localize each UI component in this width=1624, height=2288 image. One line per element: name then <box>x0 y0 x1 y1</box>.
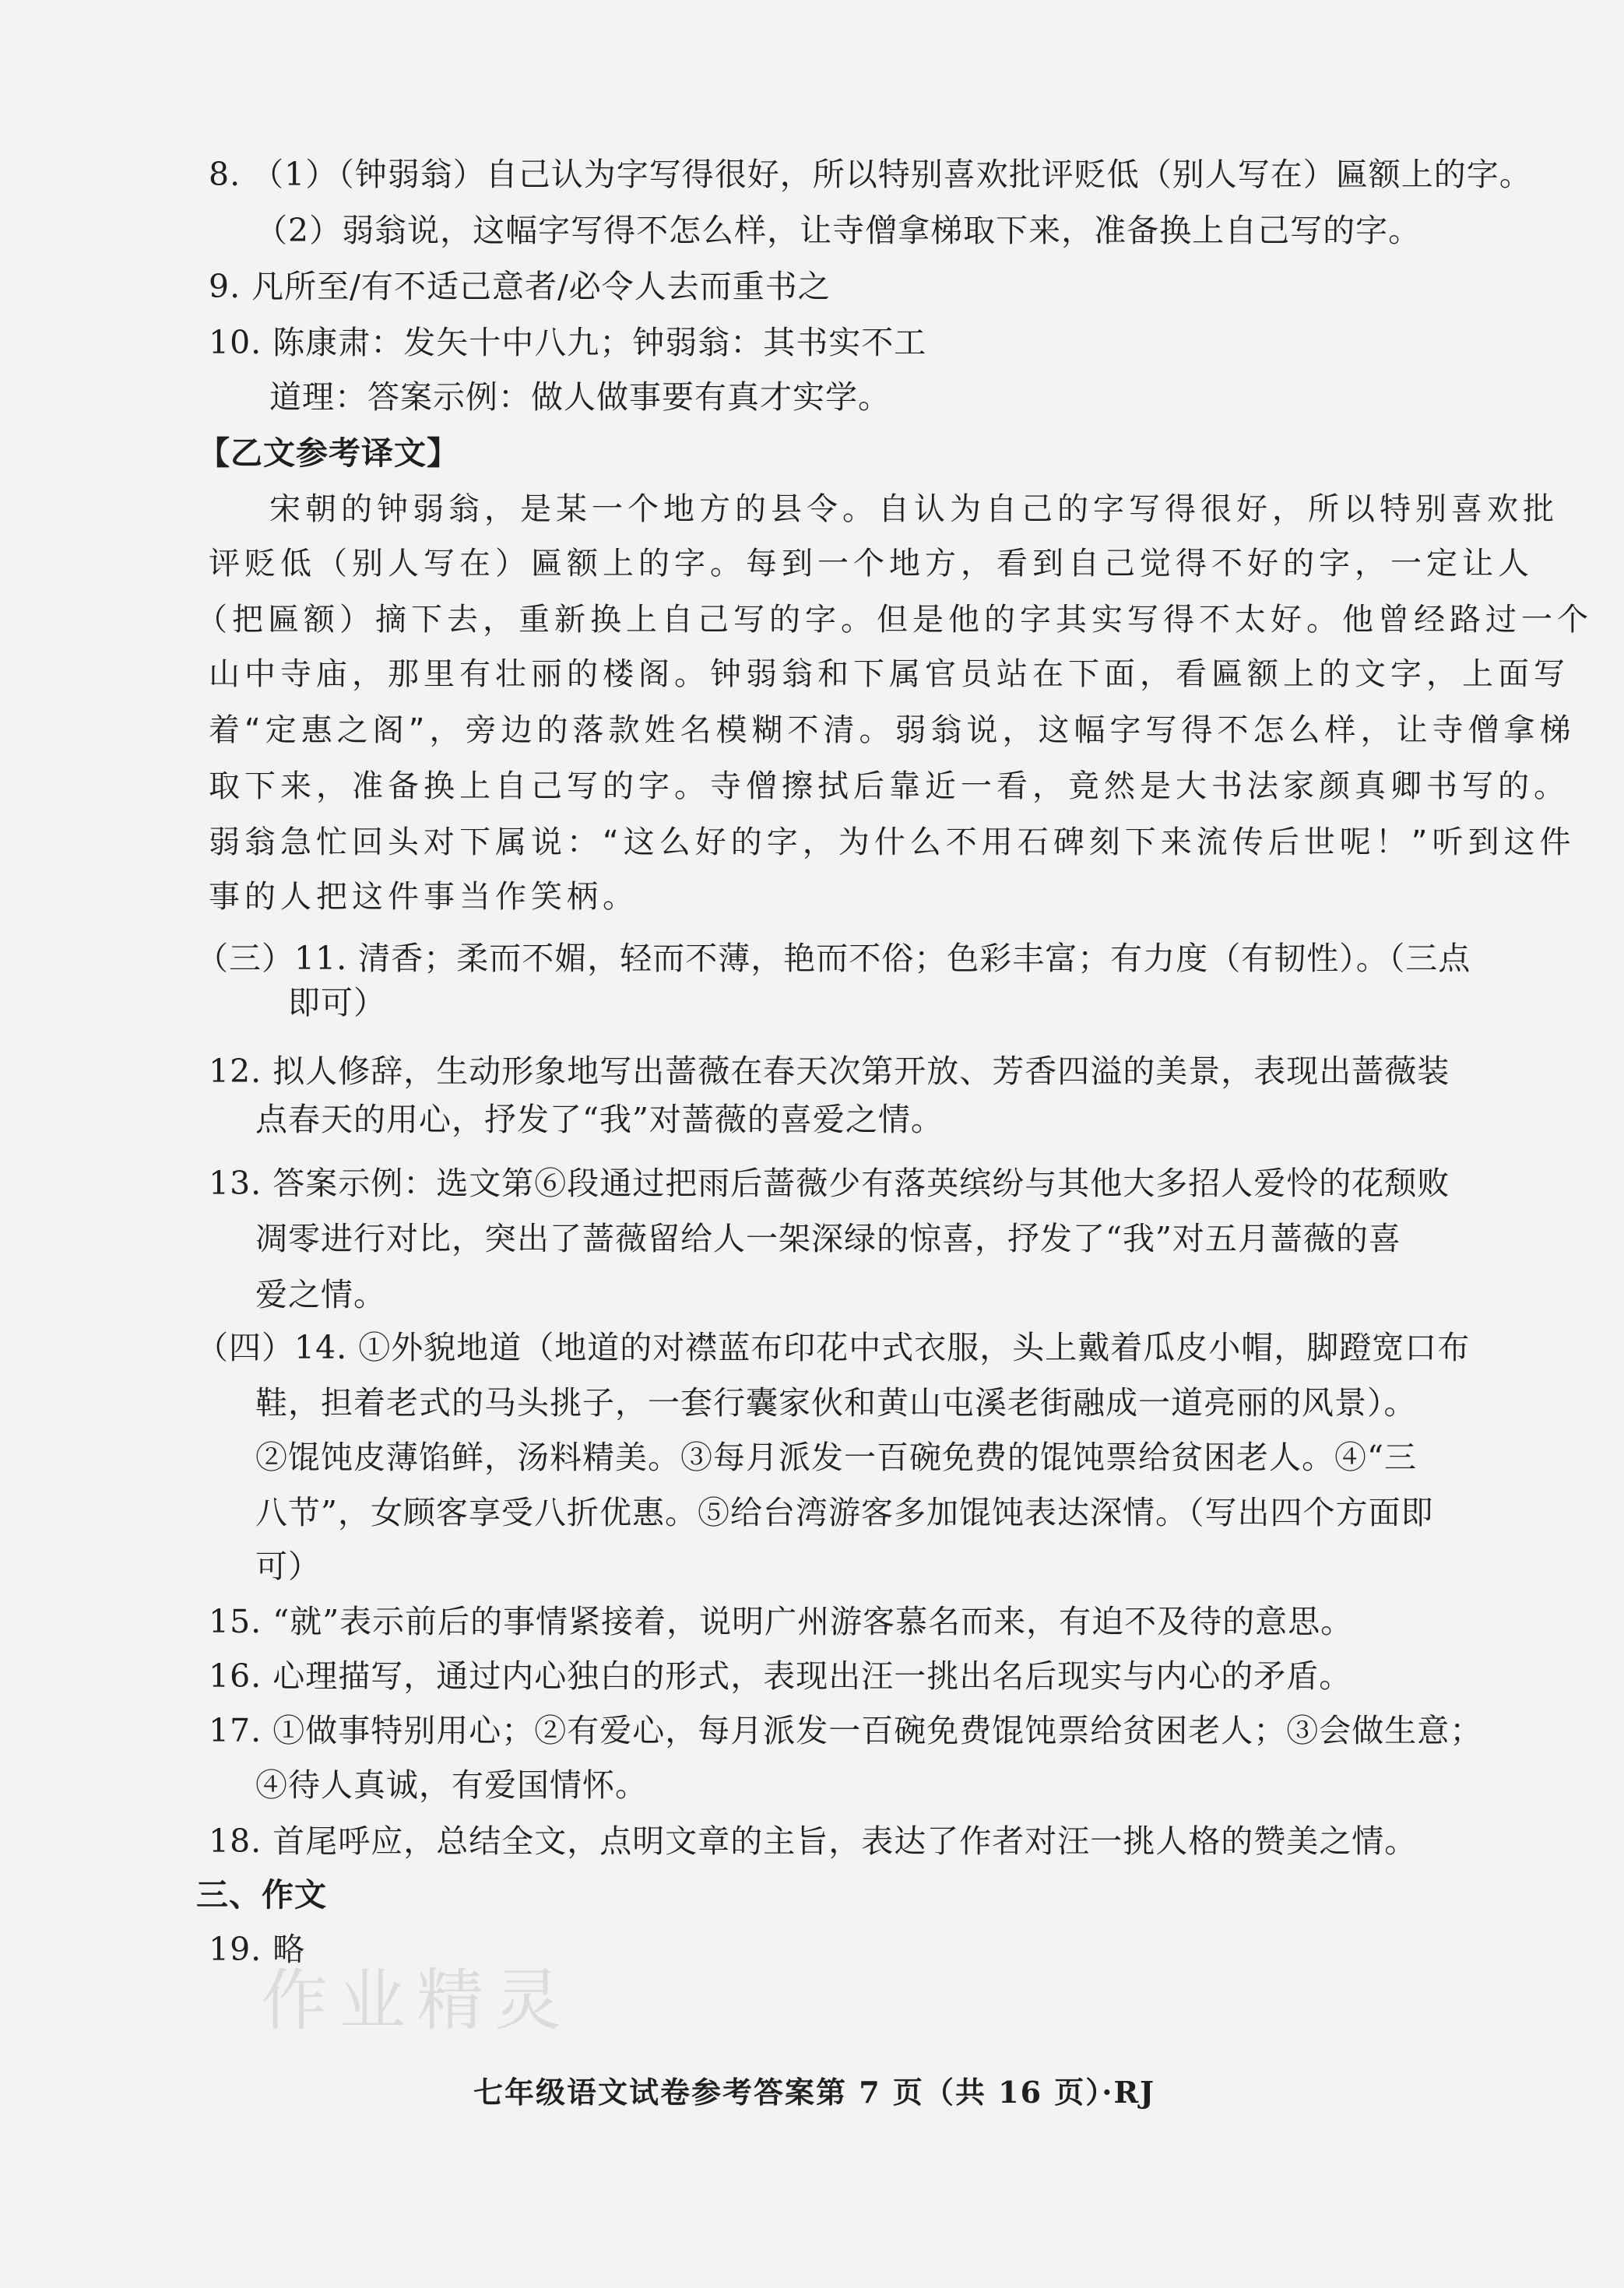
answer-17: 17. ①做事特别用心；②有爱心，每月派发一百碗免费馄饨票给贫困老人；③会做生意； <box>209 1712 1483 1749</box>
answer-14-cont: ②馄饨皮薄馅鲜，汤料精美。③每月派发一百碗免费的馄饨票给贫困老人。④“三 <box>255 1439 1417 1476</box>
translation-line: 事的人把这件事当作笑柄。 <box>209 879 638 915</box>
answer-14-cont: 可） <box>255 1548 321 1585</box>
answer-8-1: 8. （1）（钟弱翁）自己认为字写得很好，所以特别喜欢批评贬低（别人写在）匾额上的字。 <box>209 156 1532 193</box>
answer-8-2: （2）弱翁说，这幅字写得不怎么样，让寺僧拿梯取下来，准备换上自己写的字。 <box>255 212 1422 249</box>
answer-14-cont: 八节”，女顾客享受八折优惠。⑤给台湾游客多加馄饨表达深情。（写出四个方面即 <box>255 1494 1434 1531</box>
translation-line: （把匾额）摘下去，重新换上自己写的字。但是他的字其实写得不太好。他曾经路过一个 <box>196 602 1593 638</box>
answer-10-reason: 道理：答案示例：做人做事要有真才实学。 <box>269 378 891 416</box>
translation-line: 着“定惠之阁”，旁边的落款姓名模糊不清。弱翁说，这幅字写得不怎么样，让寺僧拿梯 <box>209 712 1576 748</box>
answer-12-cont: 点春天的用心，抒发了“我”对蔷薇的喜爱之情。 <box>255 1101 944 1138</box>
answer-13-cont: 凋零进行对比，突出了蔷薇留给人一架深绿的惊喜，抒发了“我”对五月蔷薇的喜 <box>255 1220 1401 1257</box>
answer-15: 15. “就”表示前后的事情紧接着，说明广州游客慕名而来，有迫不及待的意思。 <box>209 1603 1354 1640</box>
answer-10: 10. 陈康肃：发矢十中八九；钟弱翁：其书实不工 <box>209 324 927 361</box>
answer-12: 12. 拟人修辞，生动形象地写出蔷薇在春天次第开放、芳香四溢的美景，表现出蔷薇装 <box>209 1053 1450 1090</box>
answer-14: （四）14. ①外貌地道（地道的对襟蓝布印花中式衣服，头上戴着瓜皮小帽，脚蹬宽口布 <box>196 1329 1471 1366</box>
translation-line: 宋朝的钟弱翁，是某一个地方的县令。自认为自己的字写得很好，所以特别喜欢批 <box>269 491 1559 527</box>
answer-19: 19. 略 <box>209 1931 306 1968</box>
translation-line: 山中寺庙，那里有壮丽的楼阁。钟弱翁和下属官员站在下面，看匾额上的文字，上面写 <box>209 656 1570 692</box>
answer-9: 9. 凡所至/有不适己意者/必令人去而重书之 <box>209 268 831 305</box>
answer-18: 18. 首尾呼应，总结全文，点明文章的主旨，表达了作者对汪一挑人格的赞美之情。 <box>209 1822 1418 1860</box>
answer-16: 16. 心理描写，通过内心独白的形式，表现出汪一挑出名后现实与内心的矛盾。 <box>209 1657 1352 1695</box>
answer-14-cont: 鞋，担着老式的马头挑子，一套行囊家伙和黄山屯溪老街融成一道亮丽的风景）。 <box>255 1384 1417 1422</box>
answer-11: （三）11. 清香；柔而不媚，轻而不薄，艳而不俗；色彩丰富；有力度（有韧性）。（三点 <box>196 940 1471 977</box>
section-heading-composition: 三、作文 <box>196 1876 327 1914</box>
answer-11-cont: 即可） <box>288 984 386 1021</box>
translation-line: 取下来，准备换上自己写的字。寺僧擦拭后靠近一看，竟然是大书法家颜真卿书写的。 <box>209 768 1570 804</box>
section-heading-translation: 【乙文参考译文】 <box>198 434 459 472</box>
answer-13: 13. 答案示例：选文第⑥段通过把雨后蔷薇少有落英缤纷与其他大多招人爱怜的花颓败 <box>209 1165 1450 1202</box>
translation-line: 弱翁急忙回头对下属说：“这么好的字，为什么不用石碑刻下来流传后世呢！”听到这件 <box>209 824 1576 860</box>
answer-13-cont: 爱之情。 <box>255 1276 386 1313</box>
translation-line: 评贬低（别人写在）匾额上的字。每到一个地方，看到自己觉得不好的字，一定让人 <box>209 546 1534 582</box>
page-footer: 七年级语文试卷参考答案第 7 页（共 16 页）·RJ <box>473 2075 1156 2110</box>
watermark: 作业精灵 <box>261 1962 572 2040</box>
answer-17-cont: ④待人真诚，有爱国情怀。 <box>255 1766 648 1804</box>
